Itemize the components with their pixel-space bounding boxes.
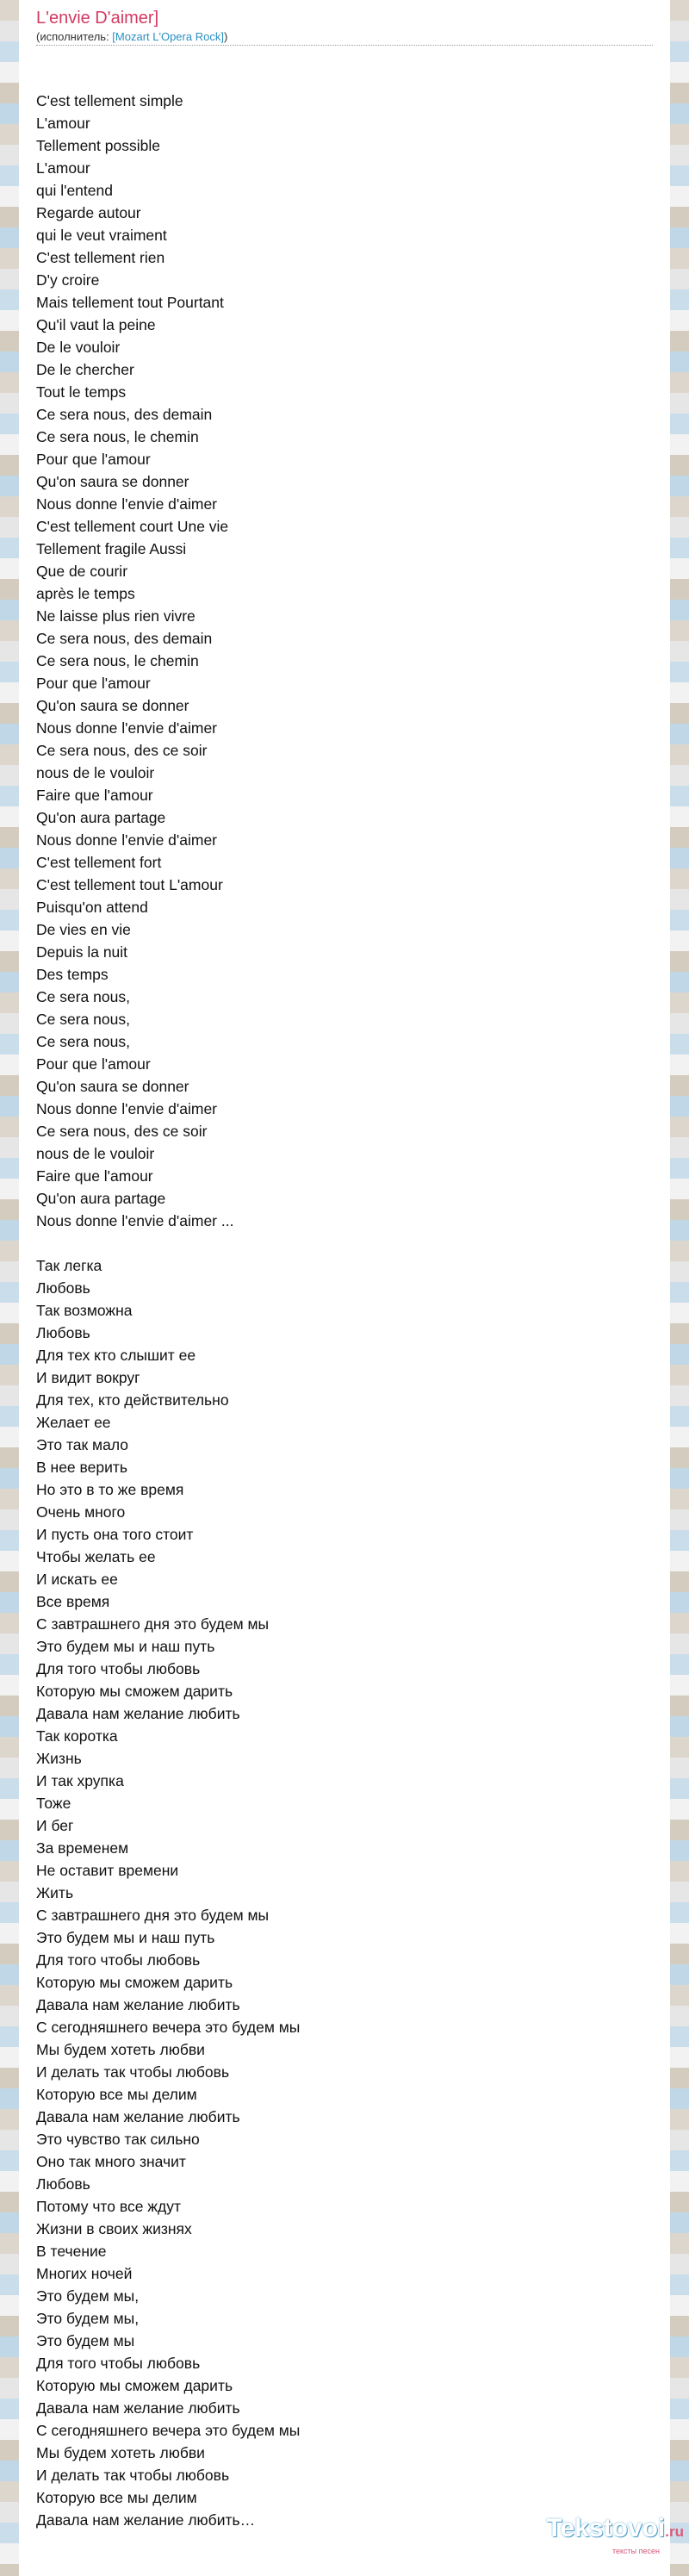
lyric-line: Это будем мы и наш путь (36, 1929, 215, 1946)
lyric-line: Это будем мы (36, 2332, 135, 2349)
lyric-line: С сегодняшнего вечера это будем мы (36, 2019, 301, 2036)
lyric-line: Мы будем хотеть любви (36, 2444, 205, 2461)
lyric-line: С завтрашнего дня это будем мы (36, 1615, 270, 1633)
lyric-line: Давала нам желание любить (36, 2399, 240, 2417)
lyric-line: Des temps (36, 966, 109, 983)
lyric-line: Qu'on saura se donner (36, 697, 189, 714)
lyric-line: Ce sera nous, le chemin (36, 428, 199, 445)
lyric-line: Puisqu'on attend (36, 899, 148, 916)
lyric-line: Tellement possible (36, 137, 160, 154)
lyric-line: И видит вокруг (36, 1369, 140, 1386)
lyric-line: De le chercher (36, 361, 134, 378)
lyric-line: Nous donne l'envie d'aimer (36, 719, 217, 737)
lyric-line: Так легка (36, 1257, 102, 1274)
lyric-line: Давала нам желание любить… (36, 2511, 256, 2529)
lyric-line: Очень много (36, 1503, 126, 1521)
lyric-line: С сегодняшнего вечера это будем мы (36, 2422, 301, 2439)
song-title: L'envie D'aimer] (36, 9, 159, 28)
lyric-line: qui l'entend (36, 182, 113, 199)
lyric-line: Давала нам желание любить (36, 1996, 240, 2013)
artist-link[interactable]: [Mozart L'Opera Rock] (112, 30, 224, 43)
lyric-line: Оно так много значит (36, 2153, 186, 2170)
lyric-line: qui le veut vraiment (36, 227, 167, 244)
lyric-line: Nous donne l'envie d'aimer (36, 1100, 217, 1117)
lyric-line: Nous donne l'envie d'aimer (36, 831, 217, 849)
lyric-line: Ce sera nous, des ce soir (36, 1123, 208, 1140)
lyric-line: Nous donne l'envie d'aimer (36, 495, 217, 513)
lyric-line: après le temps (36, 585, 135, 602)
lyric-line: Которую все мы делим (36, 2086, 197, 2103)
lyric-line: L'amour (36, 159, 90, 177)
lyric-line: За временем (36, 1839, 129, 1857)
lyric-line: Faire que l'amour (36, 787, 153, 804)
lyric-line: Regarde autour (36, 204, 141, 221)
lyric-line: Qu'on saura se donner (36, 1078, 189, 1095)
lyric-line: Que de courir (36, 563, 128, 580)
lyric-line: Для того чтобы любовь (36, 1660, 201, 1677)
lyric-line: L'amour (36, 115, 90, 132)
lyric-line: Мы будем хотеть любви (36, 2041, 205, 2058)
lyric-line: Tellement fragile Aussi (36, 540, 187, 557)
lyric-line: Qu'on saura se donner (36, 473, 189, 490)
lyric-line: Tout le temps (36, 383, 127, 401)
lyric-line: Это будем мы, (36, 2287, 140, 2305)
lyric-line: Чтобы желать ее (36, 1548, 156, 1565)
lyric-line: Ce sera nous, (36, 1033, 130, 1050)
lyric-line: Pour que l'amour (36, 675, 151, 692)
lyric-line: И делать так чтобы любовь (36, 2467, 230, 2484)
lyric-line: Это будем мы и наш путь (36, 1638, 215, 1655)
lyric-line: Потому что все ждут (36, 2198, 181, 2215)
lyric-line: Ce sera nous, des demain (36, 630, 213, 647)
lyric-line: Давала нам желание любить (36, 1705, 240, 1722)
lyric-line: Ne laisse plus rien vivre (36, 607, 196, 625)
title-divider (36, 45, 653, 46)
logo-tagline: тексты песен (611, 2547, 660, 2555)
lyric-line: Qu'on aura partage (36, 809, 166, 826)
lyric-line: Ce sera nous, le chemin (36, 652, 199, 669)
lyric-line: Так коротка (36, 1727, 118, 1745)
byline-prefix: (исполнитель: (36, 30, 113, 43)
lyric-line: Любовь (36, 2175, 90, 2193)
lyric-line: Так возможна (36, 1302, 133, 1319)
lyric-line: Pour que l'amour (36, 1055, 151, 1073)
lyric-line: Ce sera nous, des ce soir (36, 742, 208, 759)
lyric-line: Тоже (36, 1795, 71, 1812)
lyric-line: Ce sera nous, des demain (36, 406, 213, 423)
lyric-line: Для того чтобы любовь (36, 2355, 201, 2372)
lyric-line: Qu'il vaut la peine (36, 316, 156, 333)
byline-suffix: ) (223, 30, 228, 43)
lyric-line: Все время (36, 1593, 110, 1610)
lyric-line: С завтрашнего дня это будем мы (36, 1907, 270, 1924)
logo-name: Tekstovoi (546, 2514, 666, 2542)
lyric-line: Depuis la nuit (36, 943, 128, 961)
lyric-line: C'est tellement rien (36, 249, 165, 266)
site-logo[interactable] (486, 2514, 684, 2556)
lyric-line: Это так мало (36, 1436, 128, 1453)
lyric-line: Жить (36, 1884, 74, 1901)
logo-domain: .ru (665, 2523, 684, 2540)
lyric-line: Ce sera nous, (36, 1011, 130, 1028)
lyric-line: C'est tellement tout L'amour (36, 876, 223, 893)
lyric-line: Не оставит времени (36, 1862, 179, 1879)
lyric-line: Nous donne l'envie d'aimer ... (36, 1212, 234, 1229)
lyric-line: Pour que l'amour (36, 451, 151, 468)
lyric-line: Жизнь (36, 1750, 82, 1767)
lyric-line: D'y croire (36, 271, 100, 289)
lyric-line: Которую все мы делим (36, 2489, 197, 2506)
lyric-line: И пусть она того стоит (36, 1526, 194, 1543)
lyric-line: В нее верить (36, 1459, 127, 1476)
lyric-line: В течение (36, 2243, 107, 2260)
logo-wordmark (486, 2514, 684, 2547)
lyric-line: C'est tellement court Une vie (36, 518, 229, 535)
lyric-line: De le vouloir (36, 339, 121, 356)
lyric-line: Которую мы сможем дарить (36, 1683, 233, 1700)
lyric-line: Ce sera nous, (36, 988, 130, 1005)
lyric-line: C'est tellement simple (36, 92, 183, 109)
lyric-line: Но это в то же время (36, 1481, 184, 1498)
lyric-line: Которую мы сможем дарить (36, 1974, 233, 1991)
lyric-line: И искать ее (36, 1571, 118, 1588)
lyric-line: Qu'on aura partage (36, 1190, 166, 1207)
lyric-line: nous de le vouloir (36, 1145, 155, 1162)
lyric-line: Любовь (36, 1279, 90, 1297)
lyric-line: Любовь (36, 1324, 90, 1341)
lyric-line: И бег (36, 1817, 74, 1834)
lyric-line: Это чувство так сильно (36, 2131, 200, 2148)
lyric-line: Для того чтобы любовь (36, 1951, 201, 1969)
lyric-line: Faire que l'amour (36, 1167, 153, 1185)
lyric-line: Жизни в своих жизнях (36, 2220, 192, 2237)
lyric-line: И делать так чтобы любовь (36, 2063, 230, 2081)
lyric-line: De vies en vie (36, 921, 131, 938)
lyric-line: C'est tellement fort (36, 854, 162, 871)
lyric-line: Mais tellement tout Pourtant (36, 294, 224, 311)
lyric-line: nous de le vouloir (36, 764, 155, 781)
lyric-line: Для тех кто слышит ее (36, 1347, 196, 1364)
lyric-line: Желает ее (36, 1414, 111, 1431)
lyric-line: Для тех, кто действительно (36, 1391, 229, 1409)
artist-byline (36, 29, 653, 45)
stanza-break (36, 1232, 653, 1254)
lyric-line: И так хрупка (36, 1772, 124, 1789)
song-header (36, 7, 653, 45)
lyric-line: Многих ночей (36, 2265, 133, 2282)
lyrics-text (36, 90, 653, 2531)
lyric-line: Это будем мы, (36, 2310, 140, 2327)
lyric-line: Давала нам желание любить (36, 2108, 240, 2125)
lyric-line: Которую мы сможем дарить (36, 2377, 233, 2394)
content-panel (19, 0, 670, 2576)
